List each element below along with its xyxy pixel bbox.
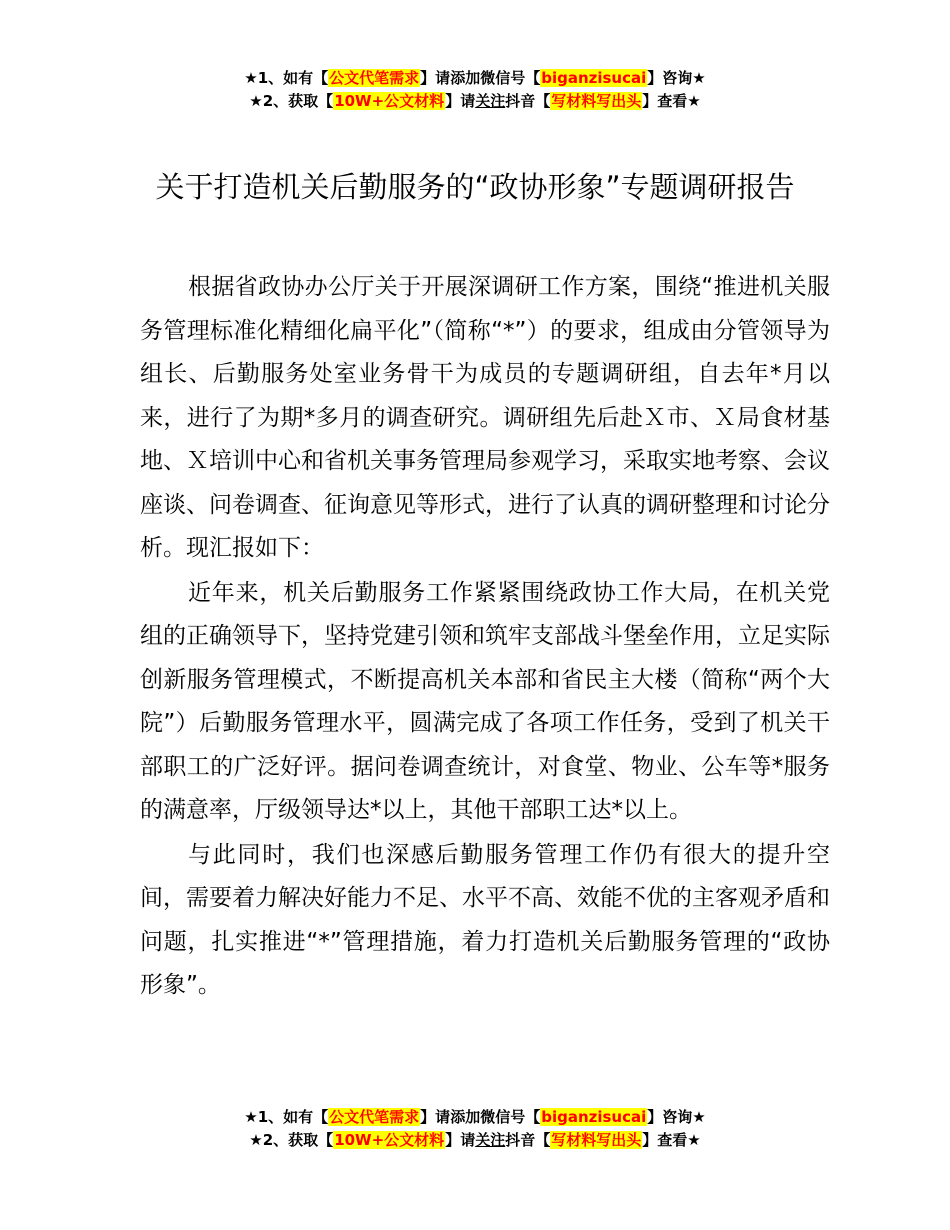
- footer-banner: [0, 1106, 950, 1152]
- banner-line-2: [0, 1129, 950, 1152]
- document-body: [140, 266, 830, 1008]
- banner-highlight: biganzisucai: [541, 1108, 647, 1126]
- banner-text: ★1、如有【: [244, 1108, 329, 1126]
- banner-text: 添加: [450, 69, 481, 87]
- banner-text: 抖音【: [505, 1131, 551, 1149]
- banner-highlight: 公文代笔需求: [329, 69, 420, 87]
- banner-highlight: 写材料写出头: [551, 1131, 642, 1149]
- banner-line-1: [0, 67, 950, 90]
- paragraph: 与此同时，我们也深感后勤服务管理工作仍有很大的提升空间，需要着力解决好能力不足、水平不高、效能不优的主客观矛盾和问题，扎实推进“*”管理措施，着力打造机关后勤服务管理的“政协形象”。: [140, 841, 830, 998]
- banner-highlight: 10W+公文材料: [334, 1131, 445, 1149]
- banner-line-1: [0, 1106, 950, 1129]
- banner-text: 】查看★: [642, 92, 701, 110]
- banner-text: 添加: [450, 1108, 481, 1126]
- paragraph: 根据省政协办公厅关于开展深调研工作方案，围绕“推进机关服务管理标准化精细化扁平化”（简称“*”）的要求，组成由分管领导为组长、后勤服务处室业务骨干为成员的专题调研组，自去年*月以来，进行了为期*多月的调查研究。调研组先后赴Ｘ市、Ｘ局食材基地、Ｘ培训中心和省机关事务管理局参观学习，采取实地考察、会议座谈、问卷调查、征询意见等形式，进行了认真的调研整理和讨论分析。现汇报如下：: [140, 274, 830, 561]
- banner-text: ★2、获取【: [249, 1131, 334, 1149]
- document-title: 关于打造机关后勤服务的“政协形象”专题调研报告: [155, 170, 795, 204]
- banner-text: 】请: [445, 1131, 476, 1149]
- banner-text: ★1、如有【: [244, 69, 329, 87]
- banner-text: 关注: [475, 92, 506, 110]
- banner-line-2: [0, 90, 950, 113]
- banner-text: 】咨询★: [647, 1108, 706, 1126]
- banner-highlight: 10W+公文材料: [334, 92, 445, 110]
- banner-text: 抖音【: [505, 92, 551, 110]
- paragraph: 近年来，机关后勤服务工作紧紧围绕政协工作大局，在机关党组的正确领导下，坚持党建引领和筑牢支部战斗堡垒作用，立足实际创新服务管理模式，不断提高机关本部和省民主大楼（简称“两个大院”）后勤服务管理水平，圆满完成了各项工作任务，受到了机关干部职工的广泛好评。据问卷调查统计，对食堂、物业、公车等*服务的满意率，厅级领导达*以上，其他干部职工达*以上。: [140, 579, 830, 823]
- banner-text: 】请: [445, 92, 476, 110]
- banner-text: ★2、获取【: [249, 92, 334, 110]
- banner-text: 】查看★: [642, 1131, 701, 1149]
- banner-text: 】咨询★: [647, 69, 706, 87]
- banner-highlight: 公文代笔需求: [329, 1108, 420, 1126]
- banner-text: 】请: [420, 69, 451, 87]
- banner-text: 关注: [475, 1131, 506, 1149]
- banner-highlight: 写材料写出头: [551, 92, 642, 110]
- banner-text: 微信号【: [480, 1108, 541, 1126]
- header-banner: [0, 67, 950, 113]
- banner-text: 微信号【: [480, 69, 541, 87]
- banner-text: 】请: [420, 1108, 451, 1126]
- banner-highlight: biganzisucai: [541, 69, 647, 87]
